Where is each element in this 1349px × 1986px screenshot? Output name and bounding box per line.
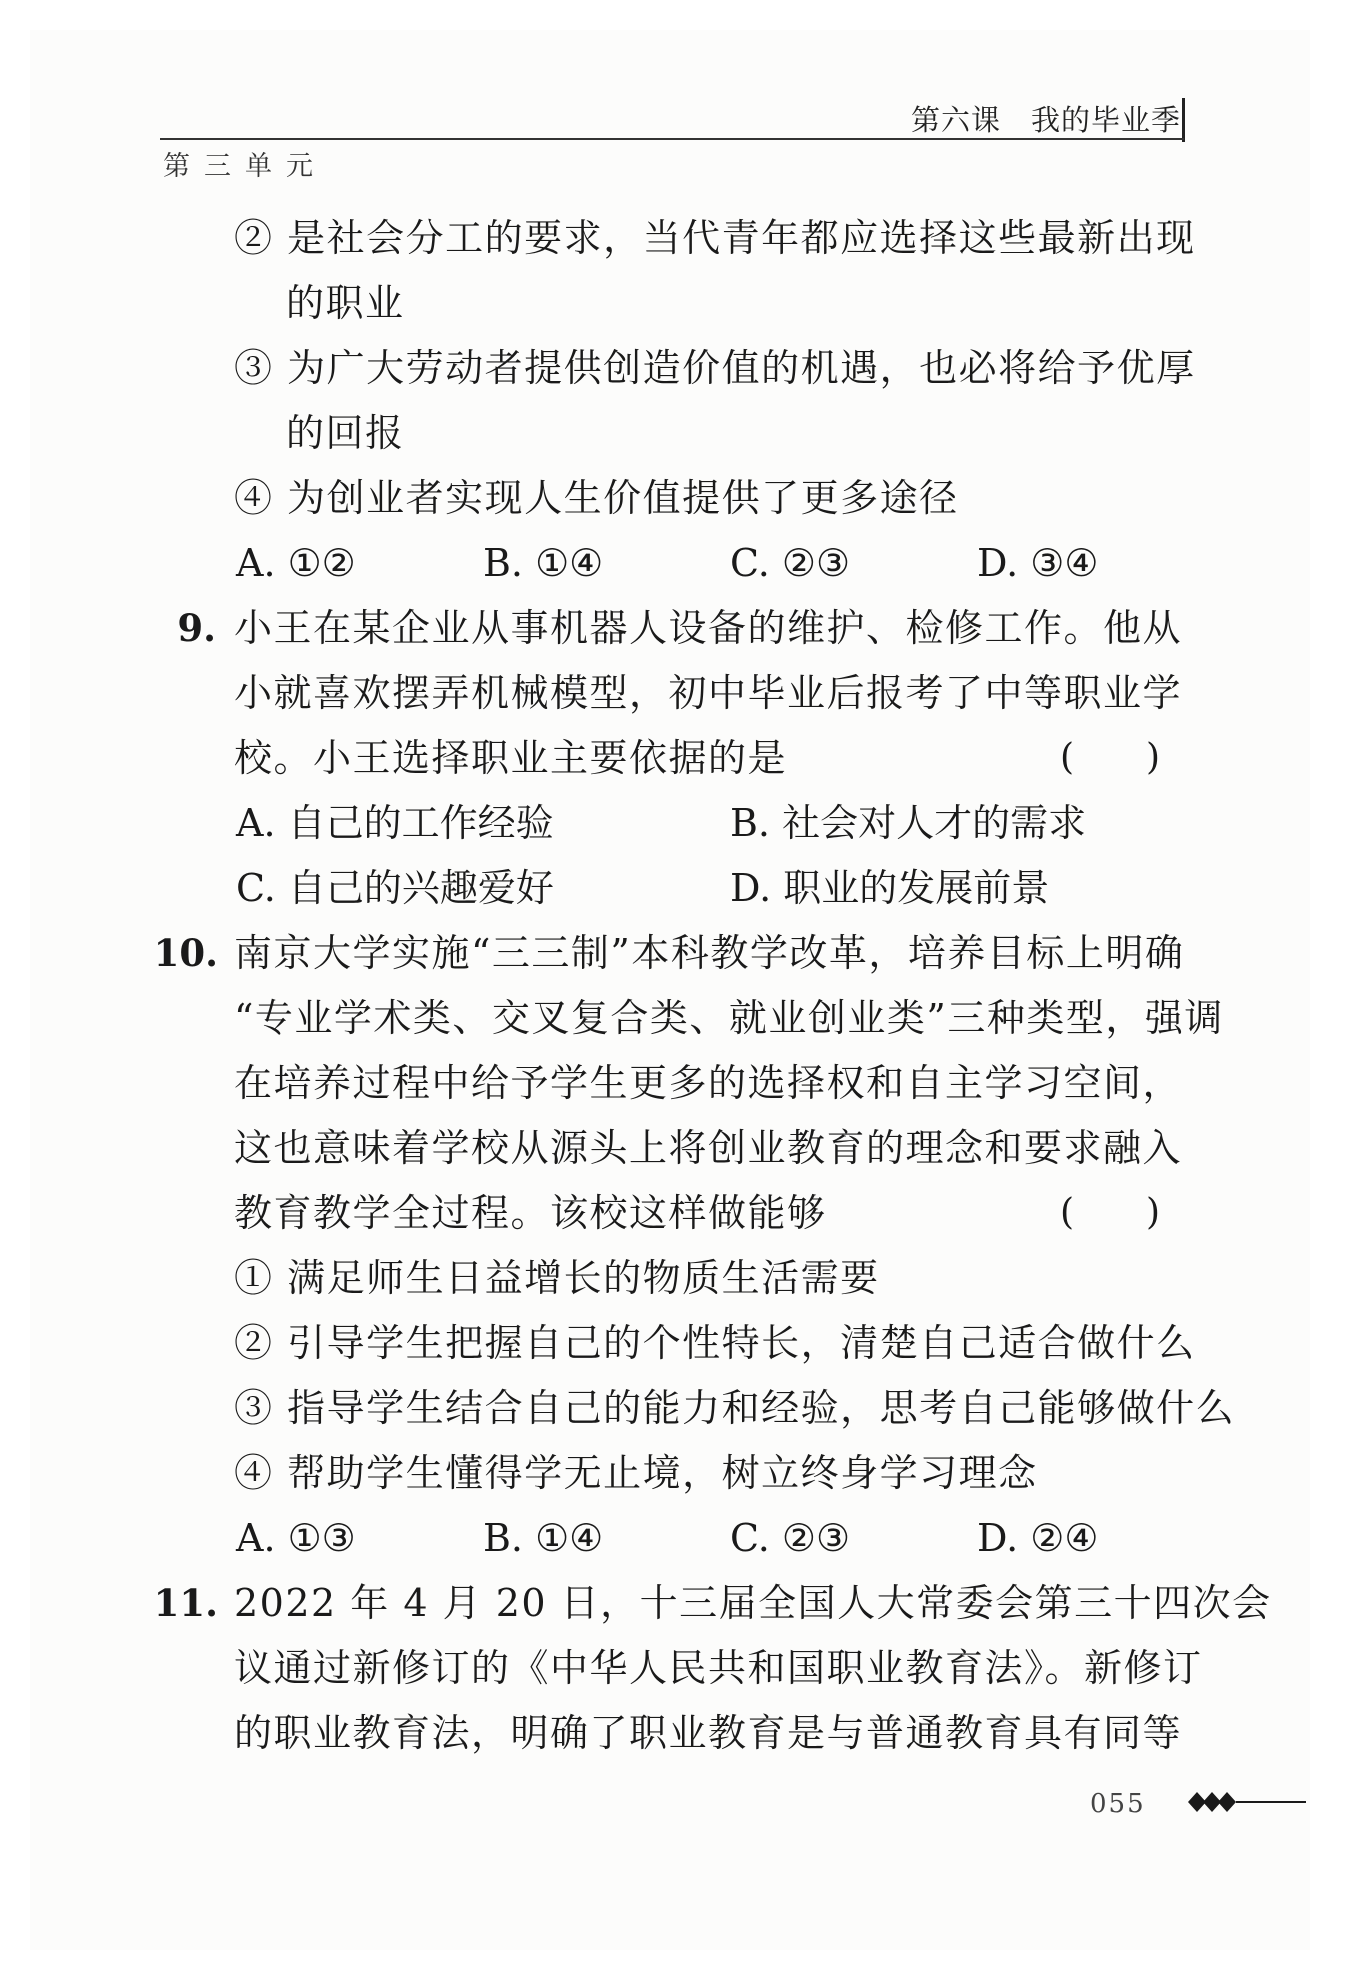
q10-option-d: D. ②④ — [977, 1516, 1099, 1560]
q9-stem-line-1: 小王在某企业从事机器人设备的维护、检修工作。他从 — [234, 606, 1183, 650]
q10-stem-line-5: 教育教学全过程。该校这样做能够 — [234, 1191, 827, 1235]
q10-stem-line-2: “专业学术类、交叉复合类、就业创业类”三种类型，强调 — [234, 996, 1224, 1040]
page-ornament-icon — [1188, 1787, 1308, 1817]
header-vertical-bar — [1182, 98, 1185, 142]
q9-number: 9. — [177, 606, 216, 650]
q10-item-3: ③ 指导学生结合自己的能力和经验，思考自己能够做什么 — [234, 1386, 1236, 1430]
q8-option-a: A. ①② — [236, 541, 356, 585]
q9-option-b: B. 社会对人才的需求 — [730, 801, 1087, 845]
q11-stem-line-1: 2022 年 4 月 20 日，十三届全国人大常委会第三十四次会 — [234, 1581, 1272, 1625]
q8-item-2-line-1: ② 是社会分工的要求，当代青年都应选择这些最新出现 — [234, 216, 1196, 260]
q10-item-4: ④ 帮助学生懂得学无止境，树立终身学习理念 — [234, 1451, 1038, 1495]
chapter-title: 第六课 我的毕业季 — [910, 103, 1181, 137]
q9-option-a: A. 自己的工作经验 — [236, 801, 554, 845]
unit-label: 第三单元 — [163, 151, 327, 182]
q10-option-c: C. ②③ — [730, 1516, 851, 1560]
q10-number: 10. — [153, 931, 218, 975]
q11-stem-line-3: 的职业教育法，明确了职业教育是与普通教育具有同等 — [234, 1711, 1183, 1755]
q8-item-3-line-1: ③ 为广大劳动者提供创造价值的机遇，也必将给予优厚 — [234, 346, 1196, 390]
header-rule — [160, 138, 1184, 140]
q10-stem-line-4: 这也意味着学校从源头上将创业教育的理念和要求融入 — [234, 1126, 1183, 1170]
q10-option-a: A. ①③ — [236, 1516, 356, 1560]
q10-item-1: ① 满足师生日益增长的物质生活需要 — [234, 1256, 880, 1300]
q11-number: 11. — [153, 1581, 218, 1625]
q10-stem-line-3: 在培养过程中给予学生更多的选择权和自主学习空间， — [234, 1061, 1183, 1105]
q10-option-b: B. ①④ — [483, 1516, 604, 1560]
q8-option-b: B. ①④ — [483, 541, 604, 585]
q8-option-d: D. ③④ — [977, 541, 1099, 585]
q10-stem-line-1: 南京大学实施“三三制”本科教学改革，培养目标上明确 — [234, 931, 1185, 975]
q9-option-d: D. 职业的发展前景 — [730, 866, 1050, 910]
page-number: 055 — [1090, 1789, 1146, 1819]
q9-answer-blank: ( ) — [1060, 737, 1161, 778]
q9-stem-line-3: 校。小王选择职业主要依据的是 — [234, 736, 788, 780]
q8-item-4: ④ 为创业者实现人生价值提供了更多途径 — [234, 476, 959, 520]
q10-item-2: ② 引导学生把握自己的个性特长，清楚自己适合做什么 — [234, 1321, 1196, 1365]
q11-stem-line-2: 议通过新修订的《中华人民共和国职业教育法》。新修订 — [234, 1646, 1203, 1690]
q9-option-c: C. 自己的兴趣爱好 — [236, 866, 554, 910]
q8-item-2-line-2: 的职业 — [286, 281, 405, 325]
q10-answer-blank: ( ) — [1060, 1192, 1161, 1233]
q8-option-c: C. ②③ — [730, 541, 851, 585]
q8-item-3-line-2: 的回报 — [286, 411, 405, 455]
q9-stem-line-2: 小就喜欢摆弄机械模型，初中毕业后报考了中等职业学 — [234, 671, 1183, 715]
